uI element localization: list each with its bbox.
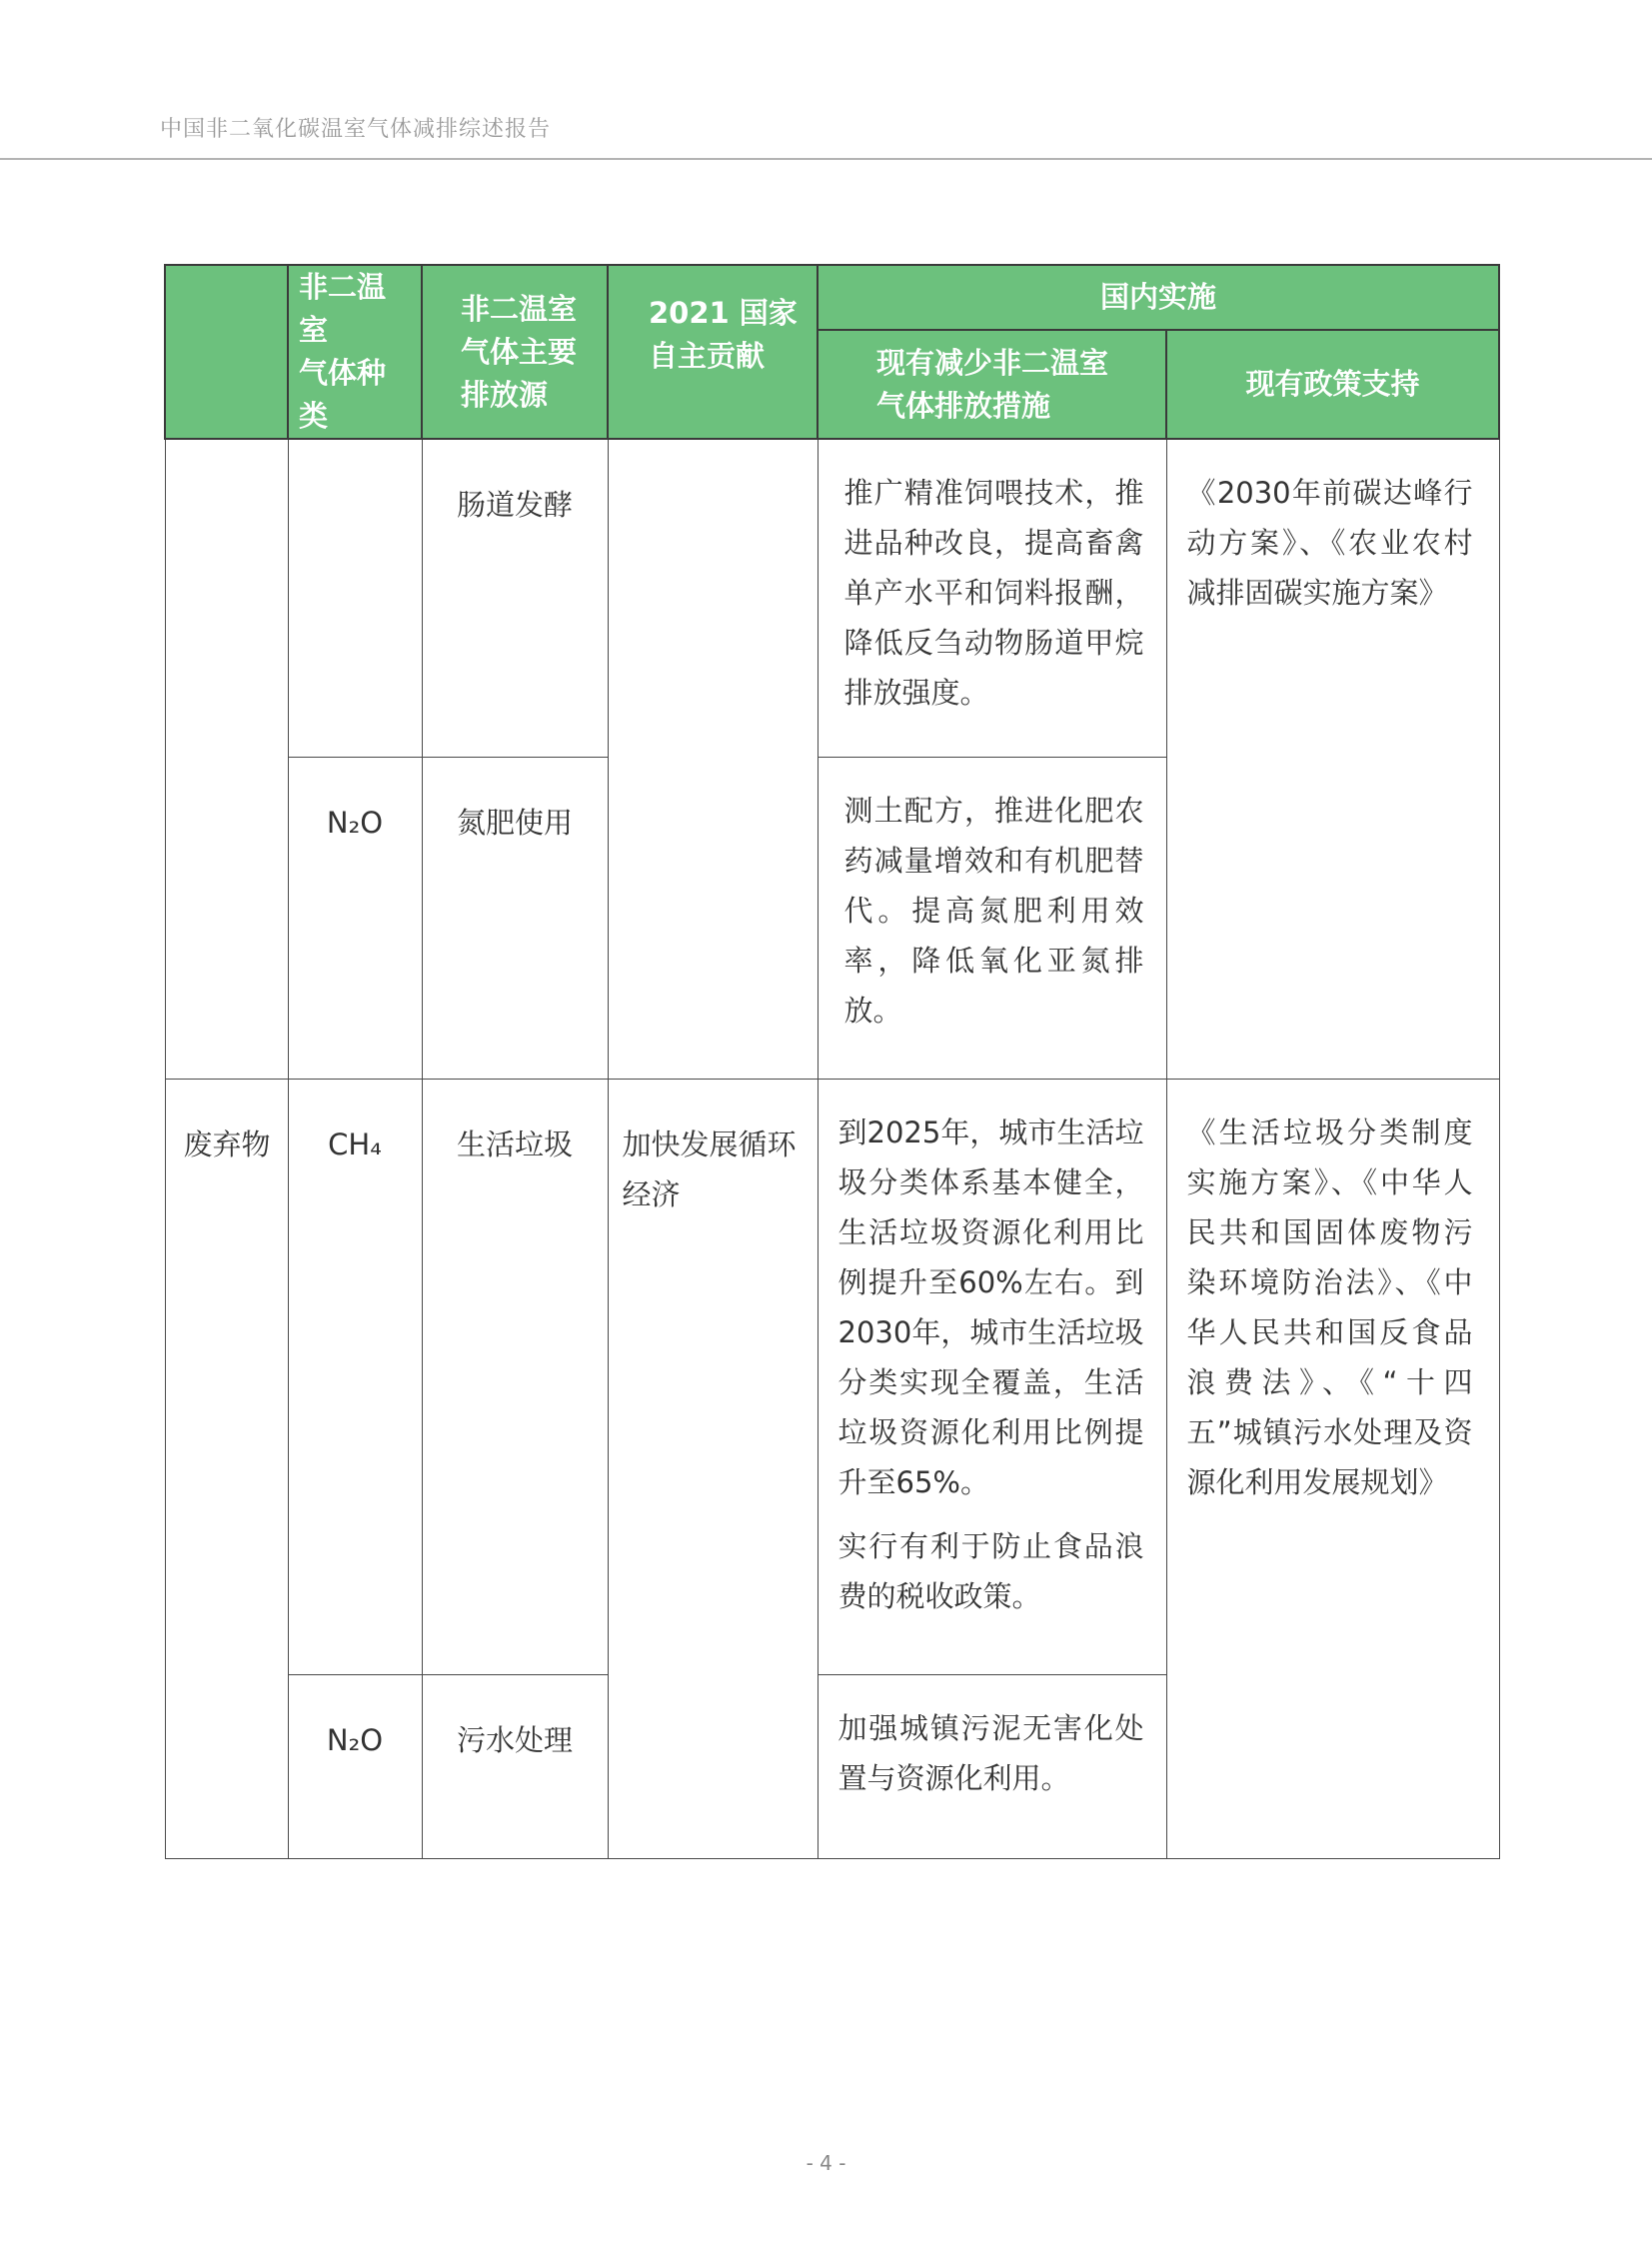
policy-cell: 《生活垃圾分类制度实施方案》、《中华人民共和国固体废物污染环境防治法》、《中华人民共和国反食品浪费法》、《“十四五”城镇污水处理及资源化利用发展规划》 xyxy=(1166,1079,1499,1858)
header-policy-support: 现有政策支持 xyxy=(1166,330,1499,439)
measure-cell: 推广精准饲喂技术，推进品种改良，提高畜禽单产水平和饲料报酬，降低反刍动物肠道甲烷排放强度。 xyxy=(818,439,1166,757)
header-emission-source: 非二温室 气体主要 排放源 xyxy=(422,265,608,439)
running-header-title: 中国非二氧化碳温室气体减排综述报告 xyxy=(160,117,552,142)
measure-paragraph: 实行有利于防止食品浪费的税收政策。 xyxy=(837,1528,1144,1613)
measure-cell: 测土配方，推进化肥农药减量增效和有机肥替代。提高氮肥利用效率，降低氧化亚氮排放。 xyxy=(818,757,1166,1079)
measure-cell xyxy=(818,1079,1166,1674)
source-cell: 氮肥使用 xyxy=(422,757,608,1079)
table-row xyxy=(165,1079,1499,1674)
gas-cell: CH₄ xyxy=(288,1079,422,1674)
header-category xyxy=(165,265,288,439)
ndc-cell xyxy=(608,439,818,1079)
header-measures: 现有减少非二温室 气体排放措施 xyxy=(818,330,1166,439)
measure-cell: 加强城镇污泥无害化处置与资源化利用。 xyxy=(818,1674,1166,1858)
source-cell: 生活垃圾 xyxy=(422,1079,608,1674)
table-row xyxy=(165,439,1499,757)
measure-paragraph: 到2025年，城市生活垃圾分类体系基本健全，生活垃圾资源化利用比例提升至60%左右。到2030年，城市生活垃圾分类实现全覆盖，生活垃圾资源化利用比例提升至65%。 xyxy=(837,1115,1144,1499)
gas-cell xyxy=(288,439,422,757)
category-cell: 废弃物 xyxy=(165,1079,288,1858)
page-number: - 4 - xyxy=(806,2151,846,2175)
header-ndc-2021: 2021 国家 自主贡献 xyxy=(608,265,818,439)
category-cell xyxy=(165,439,288,1079)
gas-cell: N₂O xyxy=(288,1674,422,1858)
header-gas-type: 非二温室 气体种类 xyxy=(288,265,422,439)
gas-cell: N₂O xyxy=(288,757,422,1079)
source-cell: 肠道发酵 xyxy=(422,439,608,757)
header-domestic-implementation: 国内实施 xyxy=(818,265,1499,330)
policy-cell: 《2030年前碳达峰行动方案》、《农业农村减排固碳实施方案》 xyxy=(1166,439,1499,1079)
header-divider xyxy=(0,158,1652,160)
emissions-table xyxy=(164,264,1500,1859)
source-cell: 污水处理 xyxy=(422,1674,608,1858)
ndc-cell: 加快发展循环经济 xyxy=(608,1079,818,1858)
